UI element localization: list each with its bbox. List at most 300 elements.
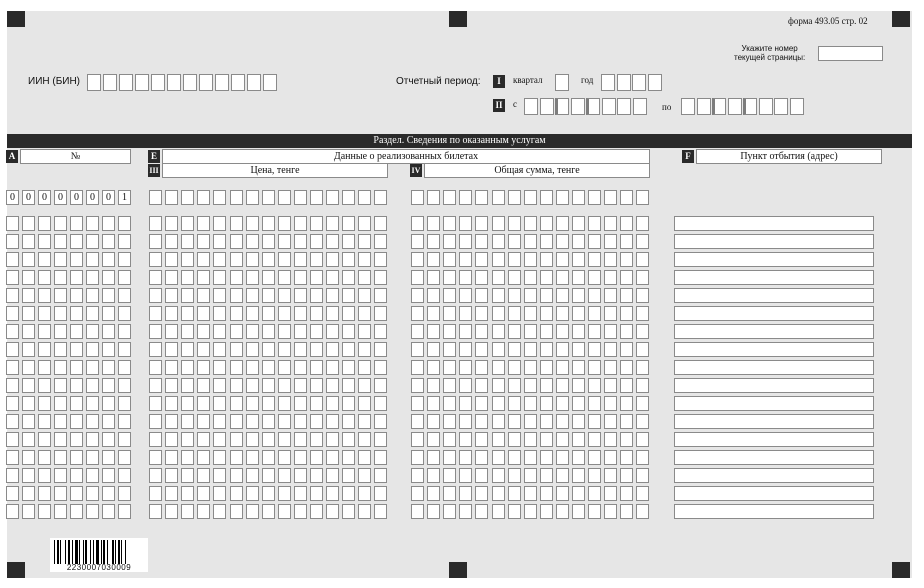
price-digit-cell[interactable] <box>181 414 194 429</box>
iin-digit-cell[interactable] <box>215 74 229 91</box>
price-digit-cell[interactable] <box>294 504 307 519</box>
row-number-cell[interactable] <box>86 306 99 321</box>
row-number-cell[interactable] <box>118 324 131 339</box>
row-number-cell[interactable] <box>38 360 51 375</box>
price-digit-cell[interactable] <box>310 396 323 411</box>
price-digit-cell[interactable] <box>213 216 226 231</box>
total-sum-digit-cell[interactable] <box>572 486 585 501</box>
total-sum-digit-cell[interactable] <box>508 324 521 339</box>
price-digit-cell[interactable] <box>374 270 387 285</box>
price-digit-cell[interactable] <box>165 414 178 429</box>
total-sum-digit-cell[interactable] <box>427 324 440 339</box>
row-number-cell[interactable] <box>6 234 19 249</box>
price-digit-cell[interactable] <box>310 432 323 447</box>
price-digit-cell[interactable] <box>181 190 194 205</box>
departure-point-field[interactable] <box>674 270 874 285</box>
price-digit-cell[interactable] <box>358 468 371 483</box>
price-digit-cell[interactable] <box>213 504 226 519</box>
row-number-cell[interactable] <box>70 252 83 267</box>
from-date-digit-cell[interactable] <box>633 98 647 115</box>
iin-digit-cell[interactable] <box>263 74 277 91</box>
price-digit-cell[interactable] <box>262 378 275 393</box>
total-sum-digit-cell[interactable] <box>572 468 585 483</box>
row-number-cell[interactable] <box>102 504 115 519</box>
price-digit-cell[interactable] <box>197 190 210 205</box>
price-digit-cell[interactable] <box>342 432 355 447</box>
price-digit-cell[interactable] <box>310 216 323 231</box>
price-digit-cell[interactable] <box>213 324 226 339</box>
departure-point-field[interactable] <box>674 378 874 393</box>
price-digit-cell[interactable] <box>149 414 162 429</box>
total-sum-digit-cell[interactable] <box>588 486 601 501</box>
row-number-cell[interactable] <box>22 396 35 411</box>
price-digit-cell[interactable] <box>181 486 194 501</box>
total-sum-digit-cell[interactable] <box>540 288 553 303</box>
total-sum-digit-cell[interactable] <box>475 234 488 249</box>
price-digit-cell[interactable] <box>213 342 226 357</box>
row-number-cell[interactable]: 0 <box>54 190 67 205</box>
price-digit-cell[interactable] <box>278 450 291 465</box>
row-number-cell[interactable] <box>6 378 19 393</box>
year-digit-cell[interactable] <box>617 74 631 91</box>
total-sum-digit-cell[interactable] <box>411 378 424 393</box>
total-sum-digit-cell[interactable] <box>492 190 505 205</box>
price-digit-cell[interactable] <box>213 432 226 447</box>
price-digit-cell[interactable] <box>246 378 259 393</box>
to-date-digit-cell[interactable] <box>697 98 711 115</box>
total-sum-digit-cell[interactable] <box>556 270 569 285</box>
price-digit-cell[interactable] <box>326 234 339 249</box>
row-number-cell[interactable] <box>70 324 83 339</box>
price-digit-cell[interactable] <box>197 324 210 339</box>
price-digit-cell[interactable] <box>326 216 339 231</box>
total-sum-digit-cell[interactable] <box>636 306 649 321</box>
total-sum-digit-cell[interactable] <box>524 306 537 321</box>
total-sum-digit-cell[interactable] <box>556 216 569 231</box>
price-digit-cell[interactable] <box>213 378 226 393</box>
price-digit-cell[interactable] <box>278 468 291 483</box>
total-sum-digit-cell[interactable] <box>411 306 424 321</box>
total-sum-digit-cell[interactable] <box>443 252 456 267</box>
total-sum-digit-cell[interactable] <box>620 234 633 249</box>
total-sum-digit-cell[interactable] <box>427 252 440 267</box>
price-digit-cell[interactable] <box>278 378 291 393</box>
row-number-cell[interactable] <box>22 270 35 285</box>
price-digit-cell[interactable] <box>310 252 323 267</box>
total-sum-digit-cell[interactable] <box>588 504 601 519</box>
price-digit-cell[interactable] <box>213 396 226 411</box>
price-digit-cell[interactable] <box>165 270 178 285</box>
price-digit-cell[interactable] <box>197 378 210 393</box>
row-number-cell[interactable] <box>102 396 115 411</box>
total-sum-digit-cell[interactable] <box>556 190 569 205</box>
row-number-cell[interactable]: 0 <box>70 190 83 205</box>
total-sum-digit-cell[interactable] <box>636 414 649 429</box>
price-digit-cell[interactable] <box>149 324 162 339</box>
departure-point-field[interactable] <box>674 432 874 447</box>
price-digit-cell[interactable] <box>262 270 275 285</box>
row-number-cell[interactable] <box>22 342 35 357</box>
total-sum-digit-cell[interactable] <box>508 306 521 321</box>
total-sum-digit-cell[interactable] <box>556 288 569 303</box>
price-digit-cell[interactable] <box>374 468 387 483</box>
total-sum-digit-cell[interactable] <box>572 306 585 321</box>
departure-point-field[interactable] <box>674 414 874 429</box>
price-digit-cell[interactable] <box>342 234 355 249</box>
total-sum-digit-cell[interactable] <box>508 396 521 411</box>
total-sum-digit-cell[interactable] <box>427 360 440 375</box>
price-digit-cell[interactable] <box>262 234 275 249</box>
departure-point-field[interactable] <box>674 252 874 267</box>
total-sum-digit-cell[interactable] <box>604 486 617 501</box>
total-sum-digit-cell[interactable] <box>604 190 617 205</box>
total-sum-digit-cell[interactable] <box>443 306 456 321</box>
departure-point-field[interactable] <box>674 234 874 249</box>
row-number-cell[interactable] <box>118 234 131 249</box>
price-digit-cell[interactable] <box>358 378 371 393</box>
total-sum-digit-cell[interactable] <box>620 324 633 339</box>
price-digit-cell[interactable] <box>213 486 226 501</box>
total-sum-digit-cell[interactable] <box>636 216 649 231</box>
price-digit-cell[interactable] <box>246 306 259 321</box>
total-sum-digit-cell[interactable] <box>556 468 569 483</box>
total-sum-digit-cell[interactable] <box>636 270 649 285</box>
total-sum-digit-cell[interactable] <box>556 378 569 393</box>
price-digit-cell[interactable] <box>181 396 194 411</box>
row-number-cell[interactable] <box>22 504 35 519</box>
price-digit-cell[interactable] <box>230 432 243 447</box>
price-digit-cell[interactable] <box>310 414 323 429</box>
total-sum-digit-cell[interactable] <box>588 190 601 205</box>
total-sum-digit-cell[interactable] <box>459 306 472 321</box>
total-sum-digit-cell[interactable] <box>636 360 649 375</box>
total-sum-digit-cell[interactable] <box>540 342 553 357</box>
total-sum-digit-cell[interactable] <box>524 360 537 375</box>
row-number-cell[interactable] <box>86 288 99 303</box>
price-digit-cell[interactable] <box>181 432 194 447</box>
row-number-cell[interactable] <box>54 216 67 231</box>
price-digit-cell[interactable] <box>197 234 210 249</box>
price-digit-cell[interactable] <box>197 432 210 447</box>
total-sum-digit-cell[interactable] <box>604 270 617 285</box>
row-number-cell[interactable] <box>102 486 115 501</box>
total-sum-digit-cell[interactable] <box>492 414 505 429</box>
row-number-cell[interactable] <box>22 306 35 321</box>
price-digit-cell[interactable] <box>149 486 162 501</box>
row-number-cell[interactable] <box>38 342 51 357</box>
price-digit-cell[interactable] <box>149 270 162 285</box>
price-digit-cell[interactable] <box>294 234 307 249</box>
total-sum-digit-cell[interactable] <box>492 486 505 501</box>
price-digit-cell[interactable] <box>246 504 259 519</box>
total-sum-digit-cell[interactable] <box>411 468 424 483</box>
total-sum-digit-cell[interactable] <box>411 432 424 447</box>
total-sum-digit-cell[interactable] <box>620 486 633 501</box>
price-digit-cell[interactable] <box>149 190 162 205</box>
total-sum-digit-cell[interactable] <box>604 468 617 483</box>
row-number-cell[interactable] <box>118 378 131 393</box>
total-sum-digit-cell[interactable] <box>427 216 440 231</box>
total-sum-digit-cell[interactable] <box>540 360 553 375</box>
price-digit-cell[interactable] <box>342 288 355 303</box>
row-number-cell[interactable] <box>22 288 35 303</box>
year-digit-cell[interactable] <box>632 74 646 91</box>
total-sum-digit-cell[interactable] <box>572 378 585 393</box>
price-digit-cell[interactable] <box>197 396 210 411</box>
row-number-cell[interactable]: 0 <box>102 190 115 205</box>
total-sum-digit-cell[interactable] <box>411 252 424 267</box>
total-sum-digit-cell[interactable] <box>572 216 585 231</box>
total-sum-digit-cell[interactable] <box>572 432 585 447</box>
price-digit-cell[interactable] <box>213 306 226 321</box>
row-number-cell[interactable] <box>70 396 83 411</box>
price-digit-cell[interactable] <box>213 270 226 285</box>
price-digit-cell[interactable] <box>246 324 259 339</box>
from-date-digit-cell[interactable] <box>586 98 600 115</box>
total-sum-digit-cell[interactable] <box>443 216 456 231</box>
row-number-cell[interactable] <box>102 306 115 321</box>
total-sum-digit-cell[interactable] <box>540 252 553 267</box>
row-number-cell[interactable] <box>86 234 99 249</box>
price-digit-cell[interactable] <box>278 360 291 375</box>
price-digit-cell[interactable] <box>310 450 323 465</box>
price-digit-cell[interactable] <box>181 216 194 231</box>
price-digit-cell[interactable] <box>181 342 194 357</box>
row-number-cell[interactable] <box>54 270 67 285</box>
row-number-cell[interactable] <box>54 342 67 357</box>
total-sum-digit-cell[interactable] <box>620 432 633 447</box>
row-number-cell[interactable] <box>102 252 115 267</box>
row-number-cell[interactable]: 0 <box>6 190 19 205</box>
total-sum-digit-cell[interactable] <box>620 468 633 483</box>
total-sum-digit-cell[interactable] <box>443 486 456 501</box>
row-number-cell[interactable] <box>38 504 51 519</box>
total-sum-digit-cell[interactable] <box>524 234 537 249</box>
total-sum-digit-cell[interactable] <box>556 324 569 339</box>
price-digit-cell[interactable] <box>374 378 387 393</box>
row-number-cell[interactable] <box>38 306 51 321</box>
price-digit-cell[interactable] <box>181 252 194 267</box>
total-sum-digit-cell[interactable] <box>411 288 424 303</box>
row-number-cell[interactable] <box>6 342 19 357</box>
price-digit-cell[interactable] <box>294 306 307 321</box>
row-number-cell[interactable] <box>6 216 19 231</box>
row-number-cell[interactable] <box>86 450 99 465</box>
price-digit-cell[interactable] <box>358 216 371 231</box>
row-number-cell[interactable] <box>38 324 51 339</box>
total-sum-digit-cell[interactable] <box>604 504 617 519</box>
price-digit-cell[interactable] <box>246 468 259 483</box>
total-sum-digit-cell[interactable] <box>588 396 601 411</box>
row-number-cell[interactable] <box>6 360 19 375</box>
total-sum-digit-cell[interactable] <box>524 396 537 411</box>
price-digit-cell[interactable] <box>213 360 226 375</box>
price-digit-cell[interactable] <box>326 396 339 411</box>
total-sum-digit-cell[interactable] <box>604 252 617 267</box>
price-digit-cell[interactable] <box>213 288 226 303</box>
price-digit-cell[interactable] <box>342 324 355 339</box>
total-sum-digit-cell[interactable] <box>475 468 488 483</box>
price-digit-cell[interactable] <box>197 450 210 465</box>
price-digit-cell[interactable] <box>374 414 387 429</box>
total-sum-digit-cell[interactable] <box>427 270 440 285</box>
row-number-cell[interactable] <box>38 486 51 501</box>
row-number-cell[interactable] <box>70 216 83 231</box>
price-digit-cell[interactable] <box>262 252 275 267</box>
row-number-cell[interactable] <box>22 450 35 465</box>
row-number-cell[interactable] <box>70 306 83 321</box>
row-number-cell[interactable] <box>118 360 131 375</box>
price-digit-cell[interactable] <box>246 234 259 249</box>
total-sum-digit-cell[interactable] <box>540 414 553 429</box>
from-date-digit-cell[interactable] <box>602 98 616 115</box>
row-number-cell[interactable] <box>22 414 35 429</box>
price-digit-cell[interactable] <box>294 396 307 411</box>
price-digit-cell[interactable] <box>294 252 307 267</box>
price-digit-cell[interactable] <box>310 468 323 483</box>
departure-point-field[interactable] <box>674 486 874 501</box>
total-sum-digit-cell[interactable] <box>411 450 424 465</box>
iin-digit-cell[interactable] <box>103 74 117 91</box>
row-number-cell[interactable] <box>102 414 115 429</box>
price-digit-cell[interactable] <box>165 504 178 519</box>
price-digit-cell[interactable] <box>230 468 243 483</box>
price-digit-cell[interactable] <box>165 360 178 375</box>
total-sum-digit-cell[interactable] <box>508 288 521 303</box>
price-digit-cell[interactable] <box>342 504 355 519</box>
total-sum-digit-cell[interactable] <box>588 360 601 375</box>
total-sum-digit-cell[interactable] <box>411 216 424 231</box>
iin-digit-cell[interactable] <box>247 74 261 91</box>
total-sum-digit-cell[interactable] <box>508 414 521 429</box>
total-sum-digit-cell[interactable] <box>524 504 537 519</box>
price-digit-cell[interactable] <box>149 468 162 483</box>
row-number-cell[interactable] <box>70 234 83 249</box>
total-sum-digit-cell[interactable] <box>604 396 617 411</box>
total-sum-digit-cell[interactable] <box>508 504 521 519</box>
iin-digit-cell[interactable] <box>199 74 213 91</box>
price-digit-cell[interactable] <box>262 432 275 447</box>
total-sum-digit-cell[interactable] <box>427 378 440 393</box>
total-sum-digit-cell[interactable] <box>572 252 585 267</box>
total-sum-digit-cell[interactable] <box>427 414 440 429</box>
row-number-cell[interactable] <box>54 396 67 411</box>
price-digit-cell[interactable] <box>326 450 339 465</box>
row-number-cell[interactable] <box>6 270 19 285</box>
total-sum-digit-cell[interactable] <box>636 190 649 205</box>
price-digit-cell[interactable] <box>358 486 371 501</box>
total-sum-digit-cell[interactable] <box>443 342 456 357</box>
price-digit-cell[interactable] <box>230 504 243 519</box>
row-number-cell[interactable] <box>22 324 35 339</box>
total-sum-digit-cell[interactable] <box>556 486 569 501</box>
price-digit-cell[interactable] <box>294 216 307 231</box>
price-digit-cell[interactable] <box>197 216 210 231</box>
total-sum-digit-cell[interactable] <box>588 450 601 465</box>
price-digit-cell[interactable] <box>230 450 243 465</box>
price-digit-cell[interactable] <box>246 288 259 303</box>
total-sum-digit-cell[interactable] <box>572 360 585 375</box>
row-number-cell[interactable] <box>22 234 35 249</box>
total-sum-digit-cell[interactable] <box>411 396 424 411</box>
row-number-cell[interactable] <box>118 486 131 501</box>
price-digit-cell[interactable] <box>294 414 307 429</box>
departure-point-field[interactable] <box>674 288 874 303</box>
price-digit-cell[interactable] <box>310 306 323 321</box>
total-sum-digit-cell[interactable] <box>588 432 601 447</box>
price-digit-cell[interactable] <box>230 190 243 205</box>
row-number-cell[interactable] <box>118 468 131 483</box>
total-sum-digit-cell[interactable] <box>459 288 472 303</box>
price-digit-cell[interactable] <box>246 216 259 231</box>
total-sum-digit-cell[interactable] <box>411 342 424 357</box>
price-digit-cell[interactable] <box>149 450 162 465</box>
price-digit-cell[interactable] <box>326 486 339 501</box>
total-sum-digit-cell[interactable] <box>572 190 585 205</box>
price-digit-cell[interactable] <box>230 216 243 231</box>
price-digit-cell[interactable] <box>278 324 291 339</box>
departure-point-field[interactable] <box>674 396 874 411</box>
price-digit-cell[interactable] <box>374 190 387 205</box>
price-digit-cell[interactable] <box>278 270 291 285</box>
total-sum-digit-cell[interactable] <box>508 270 521 285</box>
price-digit-cell[interactable] <box>262 190 275 205</box>
price-digit-cell[interactable] <box>165 234 178 249</box>
price-digit-cell[interactable] <box>262 468 275 483</box>
price-digit-cell[interactable] <box>262 360 275 375</box>
row-number-cell[interactable] <box>102 450 115 465</box>
departure-point-field[interactable] <box>674 306 874 321</box>
total-sum-digit-cell[interactable] <box>540 486 553 501</box>
row-number-cell[interactable] <box>54 378 67 393</box>
row-number-cell[interactable] <box>54 288 67 303</box>
total-sum-digit-cell[interactable] <box>524 342 537 357</box>
price-digit-cell[interactable] <box>342 378 355 393</box>
total-sum-digit-cell[interactable] <box>508 342 521 357</box>
row-number-cell[interactable] <box>22 378 35 393</box>
price-digit-cell[interactable] <box>181 360 194 375</box>
row-number-cell[interactable] <box>70 432 83 447</box>
row-number-cell[interactable] <box>118 342 131 357</box>
total-sum-digit-cell[interactable] <box>620 216 633 231</box>
price-digit-cell[interactable] <box>278 216 291 231</box>
price-digit-cell[interactable] <box>165 468 178 483</box>
total-sum-digit-cell[interactable] <box>540 190 553 205</box>
from-date-digit-cell[interactable] <box>540 98 554 115</box>
total-sum-digit-cell[interactable] <box>524 288 537 303</box>
total-sum-digit-cell[interactable] <box>572 234 585 249</box>
price-digit-cell[interactable] <box>374 234 387 249</box>
row-number-cell[interactable] <box>54 324 67 339</box>
total-sum-digit-cell[interactable] <box>588 324 601 339</box>
price-digit-cell[interactable] <box>358 396 371 411</box>
price-digit-cell[interactable] <box>358 234 371 249</box>
total-sum-digit-cell[interactable] <box>427 504 440 519</box>
row-number-cell[interactable] <box>102 360 115 375</box>
price-digit-cell[interactable] <box>294 324 307 339</box>
price-digit-cell[interactable] <box>230 360 243 375</box>
row-number-cell[interactable] <box>38 450 51 465</box>
price-digit-cell[interactable] <box>342 270 355 285</box>
total-sum-digit-cell[interactable] <box>540 468 553 483</box>
iin-digit-cell[interactable] <box>151 74 165 91</box>
departure-point-field[interactable] <box>674 342 874 357</box>
price-digit-cell[interactable] <box>230 234 243 249</box>
row-number-cell[interactable] <box>6 288 19 303</box>
price-digit-cell[interactable] <box>262 342 275 357</box>
total-sum-digit-cell[interactable] <box>475 306 488 321</box>
total-sum-digit-cell[interactable] <box>636 234 649 249</box>
